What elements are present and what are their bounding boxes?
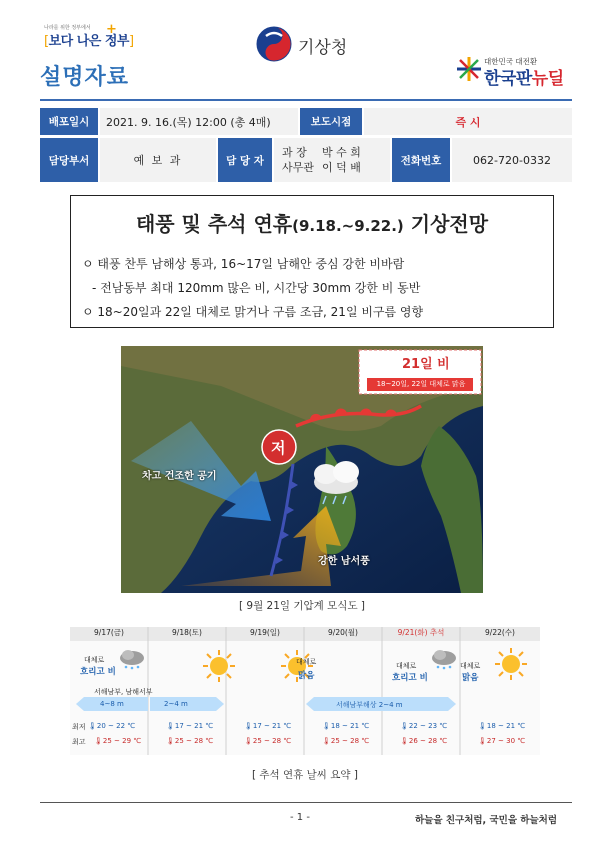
- high-temp-6: [478, 737, 525, 745]
- slogan-logo: [보다 나은 정부]: [44, 34, 134, 49]
- person-value: [274, 138, 390, 182]
- wx-prefix-6: 대체로: [460, 662, 481, 670]
- day-header-5: 9/21(화) 추석: [397, 628, 445, 637]
- footer-motto: 하늘을 친구처럼, 국민을 하늘처럼: [415, 815, 558, 826]
- day-header-4: 9/20(월): [328, 628, 358, 637]
- sun-icon: [494, 647, 528, 681]
- plus-icon: +: [106, 22, 117, 37]
- sea-label-1: 서해남부, 남해서부: [94, 688, 153, 696]
- person-name-1: 박 수 희: [322, 146, 361, 159]
- new-deal-title: [484, 64, 564, 89]
- new-deal-title-a: 한국판: [484, 69, 532, 89]
- wave-2: 2~4 m: [164, 700, 188, 708]
- page-number: - 1 -: [290, 812, 310, 823]
- low-temp-6: [478, 722, 525, 730]
- thermometer-icon: 🌡: [322, 737, 331, 745]
- high-temp-value-4: 25 ~ 28 ℃: [330, 737, 370, 745]
- low-temp-value-1: 20 ~ 22 ℃: [96, 722, 136, 730]
- low-temp-value-6: 18 ~ 21 ℃: [486, 722, 526, 730]
- thermometer-icon: 🌡: [166, 722, 175, 730]
- high-temp-value-2: 25 ~ 28 ℃: [174, 737, 214, 745]
- low-temp-5: [400, 722, 447, 730]
- title-dates: (9.18.~9.22.): [292, 217, 404, 235]
- high-temp-5: [400, 737, 447, 745]
- phone-label: 전화번호: [392, 138, 450, 182]
- high-temp-value-6: 27 ~ 30 ℃: [486, 737, 526, 745]
- document-type: 설명자료: [40, 65, 130, 90]
- low-temp-value-4: 18 ~ 21 ℃: [330, 722, 370, 730]
- low-label: 최저: [72, 723, 86, 731]
- low-pressure-label: 저: [271, 439, 286, 457]
- person-row-2: [282, 160, 361, 175]
- map-badge-subtitle: 18~20일, 22일 대체로 맑음: [376, 380, 466, 388]
- thermometer-icon: 🌡: [478, 722, 487, 730]
- low-temp-1: [88, 722, 135, 730]
- wx-day-1: 흐리고 비: [80, 667, 116, 677]
- low-temp-value-2: 17 ~ 21 ℃: [174, 722, 214, 730]
- bullet-2: - 전남동부 최대 120mm 많은 비, 시간당 30mm 강한 비 동반: [92, 281, 421, 295]
- cold-air-label: 차고 건조한 공기: [142, 471, 217, 482]
- rain-cloud-icon: [118, 649, 146, 671]
- wx-prefix-4: 대체로: [296, 658, 317, 666]
- new-deal-title-b: 뉴딜: [531, 69, 564, 89]
- high-label: 최고: [72, 738, 86, 746]
- thermometer-icon: 🌡: [400, 722, 409, 730]
- forecast-caption: [ 추석 연휴 날씨 요약 ]: [251, 769, 359, 781]
- title-tail: 기상전망: [410, 212, 489, 236]
- sun-icon: [202, 649, 236, 683]
- bullet-1: ㅇ 태풍 찬투 남해상 통과, 16~17일 남해안 중심 강한 비바람: [82, 257, 405, 271]
- map-badge-title: 21일 비: [402, 357, 450, 372]
- day-header-2: 9/18(토): [172, 628, 202, 637]
- forecast-panel: [70, 627, 540, 755]
- low-temp-3: [244, 722, 291, 730]
- wx-day-5: 흐리고 비: [392, 673, 428, 683]
- person-name-2: 이 덕 배: [322, 161, 361, 174]
- report-label: 보도시점: [300, 108, 362, 135]
- thermometer-icon: 🌡: [478, 737, 487, 745]
- kma-logo-icon: [256, 26, 292, 62]
- warm-air-label: 강한 남서풍: [318, 556, 370, 567]
- rain-cloud-icon: [430, 649, 458, 671]
- person-row-1: [282, 145, 361, 160]
- thermometer-icon: 🌡: [94, 737, 103, 745]
- wx-prefix-5: 대체로: [396, 662, 417, 670]
- document-title: [70, 208, 554, 237]
- person-role-2: 사무관: [282, 161, 314, 174]
- release-label: 배포일시: [40, 108, 98, 135]
- slogan-caption: 나라를 위한 정부에서: [44, 25, 91, 31]
- high-temp-2: [166, 737, 213, 745]
- footer-rule: [40, 802, 572, 803]
- low-temp-4: [322, 722, 369, 730]
- low-temp-value-5: 22 ~ 23 ℃: [408, 722, 448, 730]
- report-value: 즉 시: [364, 108, 572, 135]
- slogan-text: 보다 나은 정부: [48, 34, 129, 49]
- thermometer-icon: 🌡: [244, 737, 253, 745]
- high-temp-value-5: 26 ~ 28 ℃: [408, 737, 448, 745]
- map-caption: [ 9월 21일 기압계 모식도 ]: [238, 600, 366, 612]
- new-deal-caption: 대한민국 대전환: [484, 57, 538, 66]
- thermometer-icon: 🌡: [244, 722, 253, 730]
- wx-prefix-1: 대체로: [84, 656, 105, 664]
- wx-day-4: 맑음: [298, 671, 315, 681]
- sea-label-2: 서해남부해상 2~4 m: [336, 701, 403, 709]
- high-temp-value-3: 25 ~ 28 ℃: [252, 737, 292, 745]
- dept-value: 예 보 과: [100, 138, 216, 182]
- wave-1: 4~8 m: [100, 700, 124, 708]
- high-temp-4: [322, 737, 369, 745]
- new-deal-logo-icon: [455, 55, 483, 83]
- high-temp-1: [94, 737, 141, 745]
- low-temp-2: [166, 722, 213, 730]
- bullet-3: ㅇ 18~20일과 22일 대체로 맑거나 구름 조금, 21일 비구름 영향: [82, 305, 424, 319]
- day-header-3: 9/19(일): [250, 628, 280, 637]
- thermometer-icon: 🌡: [400, 737, 409, 745]
- wx-day-6: 맑음: [462, 673, 479, 683]
- release-value: 2021. 9. 16.(목) 12:00 (총 4매): [100, 108, 298, 135]
- person-label: 담 당 자: [218, 138, 272, 182]
- person-role-1: 과 장: [282, 146, 307, 159]
- day-header-1: 9/17(금): [94, 628, 124, 637]
- thermometer-icon: 🌡: [166, 737, 175, 745]
- agency-name: 기상청: [298, 38, 348, 58]
- day-header-6: 9/22(수): [485, 628, 515, 637]
- header-rule: [40, 99, 572, 101]
- phone-value: 062-720-0332: [452, 138, 572, 182]
- title-main: 태풍 및 추석 연휴: [135, 212, 293, 236]
- wave-bars: [76, 697, 226, 711]
- low-temp-value-3: 17 ~ 21 ℃: [252, 722, 292, 730]
- thermometer-icon: 🌡: [322, 722, 331, 730]
- dept-label: 담당부서: [40, 138, 98, 182]
- high-temp-value-1: 25 ~ 29 ℃: [102, 737, 142, 745]
- thermometer-icon: 🌡: [88, 722, 97, 730]
- high-temp-3: [244, 737, 291, 745]
